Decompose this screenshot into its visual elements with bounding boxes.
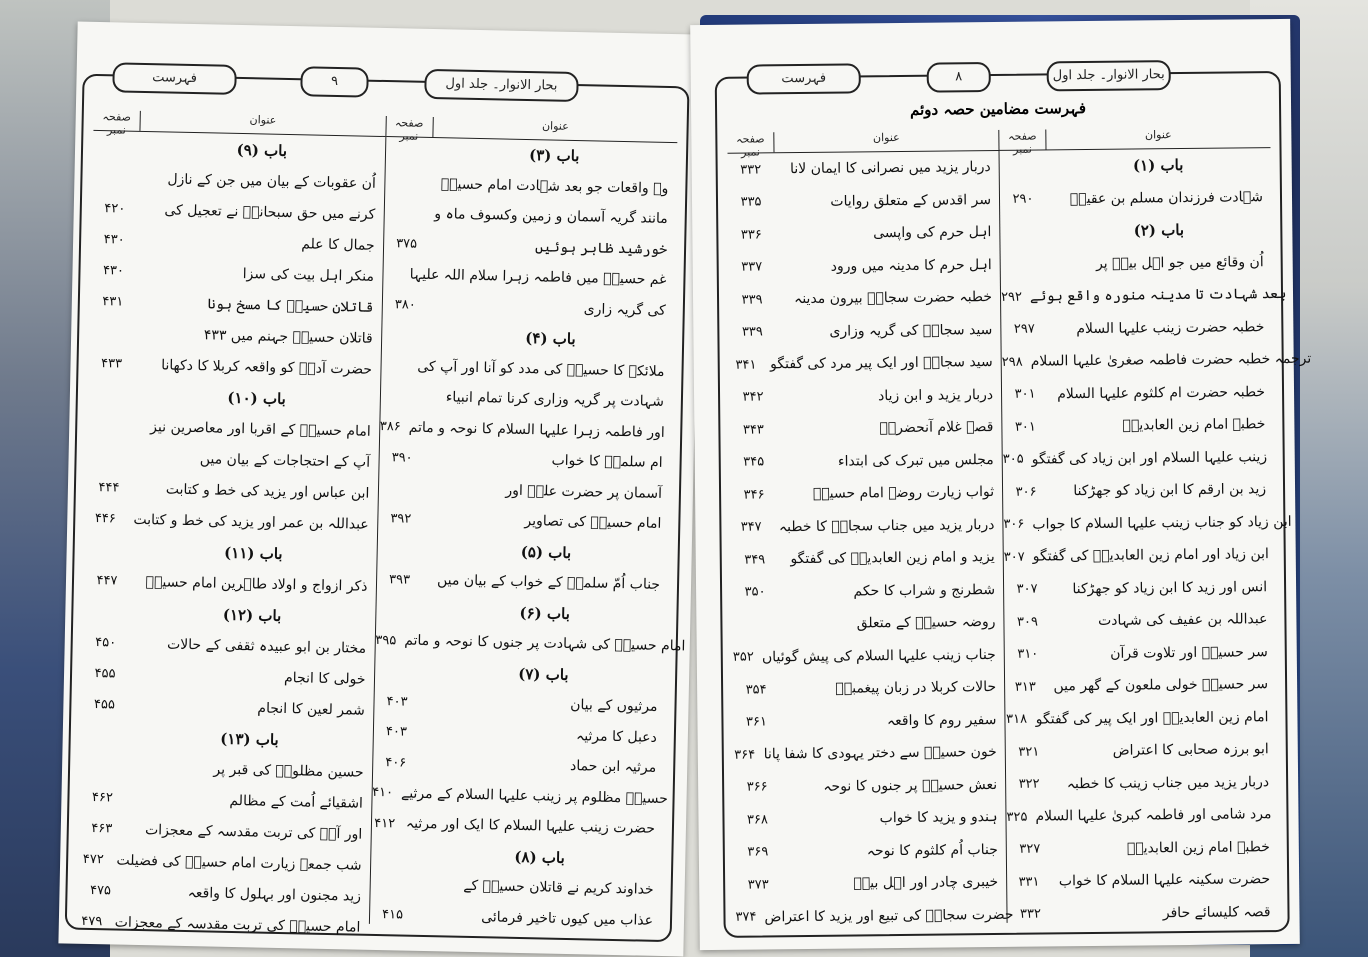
toc-page-number: ۳۶۸ [746,812,769,828]
toc-page-number [93,146,139,147]
toc-entry-title: نعش حسینؑ پر جنوں کا نوحہ [823,776,998,795]
toc-entry-title: شمر لعین کا انجام [257,699,366,719]
toc-page-number: ۳۹۰ [391,449,413,466]
toc-page-number: ۳۳۱ [1018,874,1040,890]
toc-entry-title: حضرت آدمؑ کو واقعہ کربلا کا دکھانا [161,356,373,378]
toc-entry-title: حسین مظلومؑ کی قبر پر [213,761,364,781]
toc-page-number: ۴۷۲ [82,851,104,868]
toc-entry-title: امام حسینؑ کی تربت مقدسہ کے معجزات [114,914,361,936]
toc-entry-title: ترجمہ خطبہ حضرت فاطمہ صغریٰ علیہا السلام [1030,350,1312,370]
toc-entry [729,281,1000,316]
toc-entry-title: ذکر ازواج و اولاد طاہرین امام حسینؑ [145,573,368,595]
toc-page-number: ۳۱۰ [1017,646,1039,663]
toc-entry [731,476,1002,511]
toc-page-number: ۳۷۳ [747,877,769,893]
toc-entry-title: خولی کا انجام [283,669,366,688]
toc-entry [733,638,1004,673]
toc-entry-title: شہادت فرزندان مسلم بن عقیلؑ [1069,188,1264,207]
toc-entry-title: مجلس میں تبرک کی ابتداء [837,451,994,470]
toc-entry-title: شہادت پر گریہ وزاری کرنا تمام انبیاء [445,389,665,411]
toc-entry-title: سر اقدس کے متعلق روایات [830,191,992,210]
toc-entry [728,183,999,218]
toc-entry-title: باب (۲) [1133,221,1185,240]
toc-entry-title: اُن وقائع میں جو اہل بیتؑ پر [1095,253,1264,272]
right-page-header [717,59,1279,93]
toc-entry-title: سید سجادؑ کی گریہ وزاری [829,321,993,340]
toc-page-number: ۴۶۳ [91,821,113,837]
toc-page-number: ۳۰۱ [1014,386,1036,403]
toc-entry-title: ام سلمہؓ کا خواب [551,452,663,472]
toc-entry-title: آپ کے احتجاجات کے بیان میں [199,450,371,471]
toc-entry-title: ابن زیاد اور امام زین العابدینؑ کی گفتگو [1032,546,1269,565]
section-title: فہرست مضامین حصہ دوئم [909,99,1087,119]
toc-page-number [385,183,431,184]
toc-entry-title: دربار یزید میں جناب سجادؑ کا خطبہ [778,516,995,536]
toc-page-number: ۳۲۵ [1006,809,1028,825]
toc-entry-title: حضرت زینب علیہا السلام کا ایک اور مرثیہ [405,815,656,838]
toc-entry-title: اُن عقوبات کے بیان میں جن کے نازل [167,170,377,192]
toc-entry-title: وہ واقعات جو بعد شہادت امام حسینؑ [440,175,669,197]
header-book-title: بحار الانوار۔ جلد اول [1047,60,1171,91]
toc-entry-title: خطبہ حضرت زینب علیہا السلام [1076,318,1265,337]
toc-entry-title: قاتلان حسینؑ جہنم میں ۴۳۳ [203,326,373,347]
toc-entry-title: جناب اُمّ سلمہؓ کے خواب کے بیان میں [436,572,661,594]
toc-page-number: ۳۰۶ [1003,516,1025,533]
toc-entry-title: خطبہ امام زین العابدینؑ [1122,416,1266,434]
toc-page-number: ۳۸۶ [379,419,401,435]
toc-entry-title: سفیر روم کا واقعہ [886,711,997,729]
toc-entry-title: حالات کربلا در زبان پیغمبرؐ [835,679,997,697]
toc-entry-title: عبداللہ بن عفیف کی شہادت [1097,611,1268,630]
toc-entry-title: ابن عباس اور یزید کی خط و کتابت [165,481,370,502]
toc-entry-title: خطبہ حضرت سجادؑ بیرون مدینہ [793,289,993,308]
header-page-number: ۹ [300,66,369,97]
header-page-number: ۸ [927,62,991,93]
toc-list [369,137,686,936]
toc-entry-title: ہندو و یزید کا خواب [879,809,998,827]
toc-entry-title: حضرت سجادؑ کی تبیع اور یزید کا اعتراض [764,906,1014,926]
toc-entry [1005,668,1276,703]
toc-page-number [381,366,409,367]
toc-entry-title: حضرت سکینہ علیہا السلام کا خواب [1058,871,1271,890]
toc-page-number: ۲۹۸ [1001,354,1023,370]
toc-entry-title: خون حسینؑ سے دختر یہودی کا شفا پانا [763,744,997,763]
toc-entry-title: امام حسینؑ کی شہادت پر جنوں کا نوحہ و ماتم [404,632,686,655]
toc-entry-title: باب (۱۱) [223,543,283,563]
toc-page-number: ۴۴۴ [98,480,120,496]
toc-page-number: ۲۹۰ [1012,191,1034,208]
toc-entry-title: باب (۶) [519,603,571,623]
toc-entry [1003,441,1274,476]
toc-entry [735,898,1014,933]
toc-entry-title: کرنے میں حق سبحانہٗ نے تعجیل کی [164,201,376,223]
toc-entry [1001,246,1272,281]
toc-page-number [375,671,421,672]
toc-entry [730,346,1001,381]
toc-page-number: ۳۶۹ [747,844,769,860]
toc-page-number: ۳۳۹ [741,292,763,308]
toc-page-number: ۴۴۷ [96,573,118,589]
toc-page-number: ۳۶۶ [746,779,768,795]
toc-page-number: ۳۵۴ [745,682,767,698]
toc-page-number: ۴۵۵ [94,666,116,682]
toc-page-number [85,549,131,550]
toc-page-number: ۲۹۲ [1000,289,1023,305]
toc-page-number [380,396,426,397]
toc-entry [1007,896,1278,931]
toc-entry-title: حسینؑ مظلوم پر زینب علیہا السلام کے مرثیے [400,785,669,807]
toc-page-number [88,394,134,395]
toc-entry [1004,538,1275,573]
toc-entry [1002,376,1273,411]
toc-entry [77,906,369,943]
toc-entry-title: مانند گریہ آسمان و زمین وکسوف ماہ و [434,206,668,228]
toc-entry-title: خورشید ظاہر ہوئیں [534,238,668,258]
toc-page-number [386,152,432,153]
toc-entry-title: آسمان پر حضرت علیؑ اور [505,482,663,502]
toc-page-number: ۳۴۶ [743,487,765,503]
toc-page-number [370,884,416,885]
toc-page-number: ۴۲۰ [104,201,126,217]
toc-page-number: ۳۶۱ [745,714,768,730]
toc-entry [1002,408,1273,443]
toc-page-number: ۴۰۳ [386,693,408,710]
toc-entry-title: باب (۹) [236,140,288,160]
toc-page-number: ۴۰۳ [385,724,408,740]
toc-page-number [89,332,135,333]
toc-entry-title: زید بن ارقم کا ابن زیاد کو جھڑکنا [1073,481,1267,500]
toc-entry-title: بعد شہادت تا مدینہ منورہ واقع ہوئے [1029,286,1287,305]
toc-entry-title: جناب زینب علیہا السلام کی پیش گوئیاں [761,646,996,666]
toc-entry [1005,701,1276,736]
toc-page-number: ۴۰۶ [385,754,407,771]
toc-page-number: ۳۰۵ [1002,451,1024,468]
toc-entry-title: زید مجنون اور بہلول کا واقعہ [187,884,362,905]
toc-entry [1000,181,1271,216]
toc-page-number [83,611,129,612]
toc-entry [1003,473,1274,508]
toc-entry-title: اور فاطمہ زہرا علیہا السلام کا نوحہ و ماتم [408,419,665,441]
right-page-frame [715,67,1312,938]
toc-entry-title: باب (۱) [1132,156,1184,175]
toc-entry-title: قاتلان حسینؑ کا مسخ ہونا [207,295,374,316]
toc-entry-title: ابن زیاد کو جناب زینب علیہا السلام کا جواب [1032,513,1292,533]
toc-columns [77,110,686,936]
toc-entry [1005,636,1276,671]
toc-entry [1007,863,1278,898]
toc-page-number: ۳۴۹ [744,552,766,568]
chapter-heading [1000,213,1271,248]
toc-entry [1007,831,1278,866]
toc-column-left [77,110,385,936]
toc-entry [1006,798,1277,833]
toc-entry [731,508,1002,543]
toc-page-number: ۳۹۲ [390,510,412,527]
toc-page-number: ۴۱۲ [374,815,396,832]
toc-page-number: ۳۳۵ [740,194,762,210]
toc-entry [1006,733,1277,768]
toc-entry [728,151,999,186]
toc-entry [729,248,1000,283]
toc-list [77,131,385,943]
toc-page-number [87,425,133,426]
toc-entry-title: دربار یزید میں جناب زینب کا خطبہ [1066,773,1270,793]
toc-entry [734,736,1005,771]
toc-entry-title: روضہ حسینؑ کے متعلق [856,614,996,632]
toc-entry-title: زینب علیہا السلام اور ابن زیاد کی گفتگو [1031,448,1268,468]
toc-page-number: ۴۵۵ [93,697,116,713]
toc-entry [1001,311,1272,346]
toc-entry-title: انس اور زید کا ابن زیاد کو جھڑکنا [1072,578,1268,597]
toc-page-number: ۳۳۶ [740,227,762,243]
toc-page-number [80,766,126,767]
toc-entry [731,443,1002,478]
toc-page-number: ۳۰۹ [1016,614,1038,630]
toc-page-number: ۳۰۱ [1014,419,1036,435]
column-header: صفحہ نمبر عنوان [727,130,998,154]
toc-entry-title: دربار یزید میں نصرانی کا ایمان لانا [790,159,991,178]
toc-page-number: ۴۱۰ [371,785,394,801]
toc-page-number: ۳۴۷ [740,519,762,535]
toc-entry [734,801,1005,836]
toc-list [1000,148,1312,931]
toc-entry-title: خطبہ حضرت ام کلثوم علیہا السلام [1057,383,1266,403]
toc-entry-title: خداوند کریم نے قاتلان حسینؑ کے [463,878,654,899]
toc-page-number: ۳۶۴ [734,747,756,763]
toc-page-number: ۳۲۱ [1018,744,1040,760]
toc-entry-title: غم حسینؑ میں فاطمہ زہرا سلام اللہ علیہا [409,266,667,289]
toc-entry-title: اہل حرم کی واپسی [873,224,992,242]
toc-page-number: ۳۰۶ [1015,484,1037,500]
toc-page-number [379,488,425,489]
toc-entry-title: باب (۱۲) [222,605,282,625]
toc-entry-title: باب (۱۰) [227,388,287,408]
toc-page-number [92,177,138,178]
toc-page-number: ۴۳۳ [100,356,123,372]
toc-page-number: ۴۴۶ [94,511,117,527]
toc-entry [733,671,1004,706]
toc-entry [1003,506,1292,541]
toc-page-number: ۳۵۲ [732,649,754,666]
toc-page-number [371,854,417,855]
toc-page-number [81,735,127,736]
toc-entry [1000,278,1287,313]
toc-entry-title: مختار بن ابو عبیدہ ثقفی کے حالات [166,636,367,657]
toc-page-number: ۳۷۵ [395,236,418,252]
toc-page-number: ۳۴۲ [742,389,764,405]
toc-entry [1004,603,1275,638]
toc-entry-title: مرثیہ ابن حماد [569,758,657,777]
toc-page-number: ۴۶۲ [91,790,114,806]
toc-entry-title: سر حسینؑ اور تلاوت قرآن [1110,643,1268,662]
toc-page-number: ۳۵۰ [744,584,766,600]
toc-page-number: ۳۱۳ [1014,679,1036,695]
toc-entry [1001,343,1312,378]
toc-page-number: ۴۷۵ [89,883,112,899]
toc-entry-title: جناب اُم کلثوم کا نوحہ [866,841,998,860]
toc-entry [728,216,999,251]
chapter-heading [1000,148,1271,183]
toc-entry-title: سید سجادؑ اور ایک پیر مرد کی گفتگو [770,354,993,373]
toc-entry-title: باب (۴) [525,329,576,349]
toc-page-number: ۳۴۵ [743,454,765,470]
toc-entry-title: عذاب میں کیوں تاخیر فرمائی [481,908,654,929]
toc-page-number: ۳۳۲ [1019,906,1042,923]
header-section: فہرست [747,63,861,94]
toc-page-number: ۳۳۷ [741,259,763,275]
toc-entry-title: باب (۵) [520,542,572,562]
toc-entry-title: شطرنج و شراب کا حکم [853,581,996,600]
toc-page-number: ۳۳۲ [740,162,762,178]
toc-columns [727,127,1312,926]
toc-entry-title: یزید و امام زین العابدینؑ کی گفتگو [790,549,995,568]
toc-page-number [376,610,422,611]
toc-page-number: ۳۷۴ [735,909,757,925]
toc-entry [730,411,1001,446]
toc-entry-title: شب جمعہ زیارت امام حسینؑ کی فضیلت [116,852,362,874]
toc-entry-title: اہل حرم کا مدینہ میں ورود [830,256,992,275]
toc-entry [369,899,661,936]
toc-page-number: ۳۳۹ [741,324,763,340]
toc-entry-title: باب (۳) [528,146,580,166]
toc-entry-title: کی گریہ زاری [583,300,666,319]
toc-entry [730,378,1001,413]
toc-page-number: ۴۳۰ [102,263,125,279]
toc-page-number: ۳۹۳ [388,571,411,588]
toc-entry-title: امام حسینؑ کی تصاویر [524,513,662,533]
column-header: صفحہ نمبر عنوان [93,110,385,137]
toc-entry-title: ثواب زیارت روضہ امام حسینؑ [812,484,995,503]
toc-page-number: ۴۵۰ [95,635,117,651]
toc-entry-title: دربار یزید و ابن زیاد [878,386,994,404]
toc-entry [735,866,1006,901]
toc-entry-title: باب (۸) [514,847,565,867]
toc-page-number: ۳۱۸ [1006,711,1028,728]
toc-page-number [87,456,133,457]
toc-page-number: ۴۳۰ [103,232,125,248]
toc-entry [732,541,1003,576]
column-header: صفحہ نمبر عنوان [999,127,1270,151]
toc-page-number: ۴۷۹ [81,913,103,930]
toc-entry [1004,571,1275,606]
toc-page-number [384,213,426,214]
toc-entry [732,573,1003,608]
toc-column-right [368,116,686,930]
toc-entry [734,768,1005,803]
toc-page-number: ۳۴۱ [735,357,757,373]
toc-page-number: ۳۰۷ [1003,549,1025,565]
toc-entry [732,606,1003,641]
toc-entry-title: خطبہ امام زین العابدینؑ [1126,838,1270,857]
toc-page-number: ۳۴۳ [742,422,764,438]
toc-entry-title: جمال کا علم [301,235,375,254]
toc-entry [733,703,1004,738]
left-page [58,22,702,957]
toc-page-number: ۳۰۷ [1016,581,1038,598]
toc-page-number: ۳۲۷ [1019,841,1041,858]
toc-entry-title: اور آپؑ کی تربت مقدسہ کے معجزات [144,821,363,843]
toc-entry-title: خیبری چادر اور اہل بیتؑ [853,874,999,892]
toc-entry-title: مرد شامی اور فاطمہ کبریٰ علیہا السلام [1035,806,1272,825]
toc-page-number [377,549,423,550]
toc-entry-title: مرثیوں کے بیان [570,697,658,716]
toc-page-number: ۳۹۵ [375,632,397,649]
left-page-header [84,62,687,103]
left-page-frame [65,70,690,943]
toc-entry-title: سر حسینؑ خولی ملعون کے گھر میں [1053,676,1269,695]
toc-entry-title: باب (۱۳) [220,729,279,749]
toc-page-number: ۴۳۱ [102,294,124,310]
toc-entry [735,833,1006,868]
toc-entry-title: قصہ کلیسائے حافر [1162,903,1271,922]
toc-entry [1006,766,1277,801]
column-header: صفحہ نمبر عنوان [386,116,678,143]
toc-entry-title: امام حسینؑ کے اقربا اور معاصرین نیز [150,418,371,440]
header-book-title: بحار الانوار۔ جلد اول [424,69,579,102]
toc-entry-title: ابو برزہ صحابی کا اعتراض [1112,741,1269,760]
toc-entry-title: قصہ غلام آنحضرتؐ [879,419,994,437]
toc-entry [729,313,1000,348]
toc-entry-title: اشقیائے اُمت کے مظالم [229,792,364,812]
toc-entry-title: باب (۷) [518,664,569,684]
right-page [690,19,1312,950]
toc-entry-title: منکر اہل بیت کی سزا [242,265,375,285]
toc-entry-title: ملائکہ کا حسینؑ کی مدد کو آنا اور آپ کی [417,358,665,380]
toc-entry-title: عبداللہ بن عمر اور یزید کی خط و کتابت [133,511,369,533]
toc-page-number: ۲۹۷ [1013,321,1035,338]
toc-entry-title: دعبل کا مرثیہ [575,727,658,746]
toc-entry-title: امام زین العابدینؑ اور ایک پیر کی گفتگو [1035,708,1269,728]
toc-page-number: ۳۲۲ [1018,776,1040,793]
toc-column-right [998,127,1312,923]
toc-page-number: ۴۱۵ [381,907,404,923]
toc-page-number [382,335,428,336]
header-section: فہرست [112,62,237,95]
toc-page-number: ۳۸۰ [394,297,416,313]
